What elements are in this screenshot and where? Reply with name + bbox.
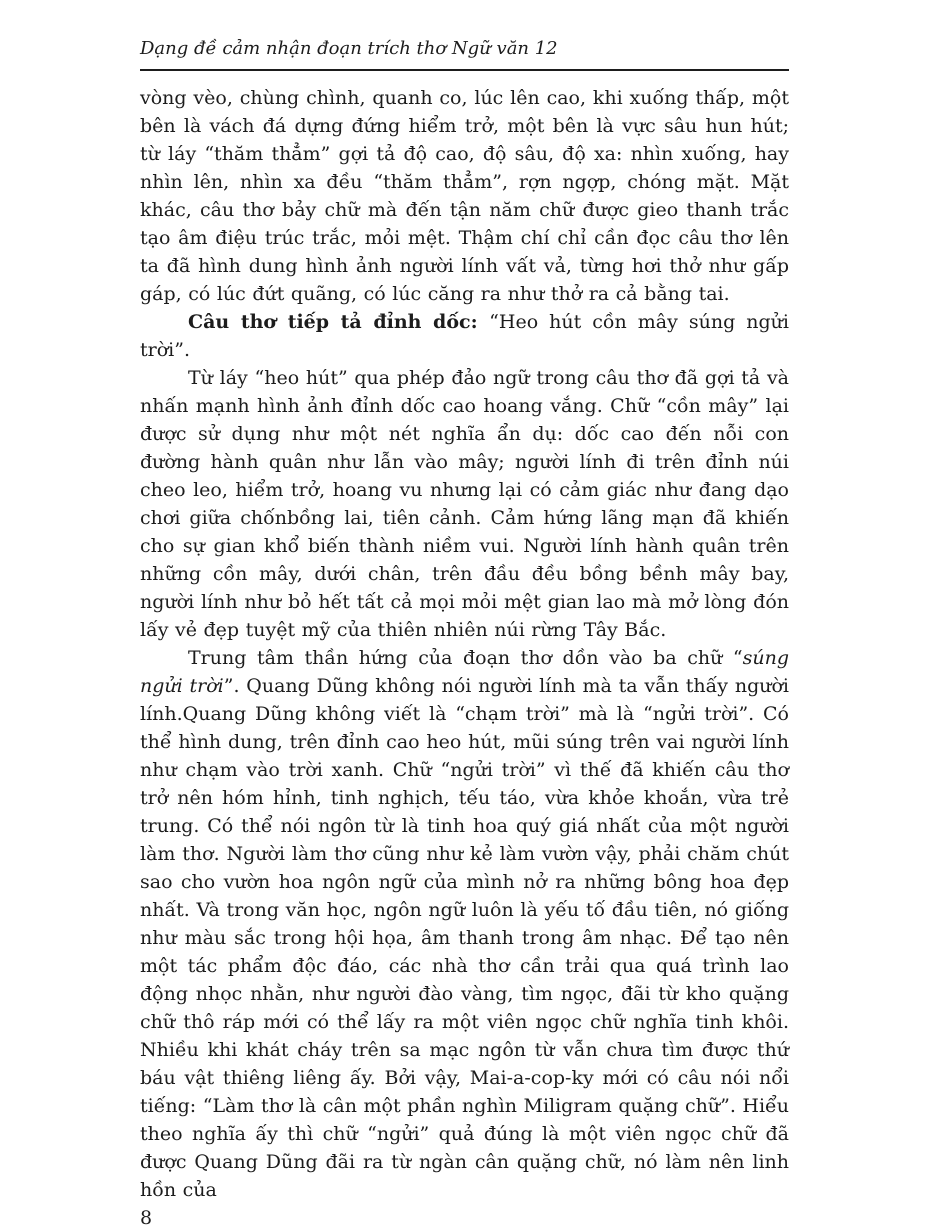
paragraph — [140, 364, 789, 644]
page-number: 8 — [140, 1207, 153, 1229]
paragraph — [140, 84, 789, 308]
page-header — [140, 38, 789, 71]
text-run: Trung tâm thần hứng của đoạn thơ dồn vào ba chữ “ — [188, 647, 743, 669]
text-run: súng ngửi trời — [140, 647, 789, 697]
text-run: Câu thơ tiếp tả đỉnh dốc: — [188, 311, 490, 333]
text-run: “Heo hút cồn mây súng ngửi trời”. — [140, 311, 789, 361]
text-run: ”. Quang Dũng không nói người lính mà ta vẫn thấy người lính.Quang Dũng không viết là “chạm trời” mà là “ngửi trời”. Có thể hình dung, trên đỉnh cao heo hút, mũi súng trên vai người lính như chạm vào trời xanh. Chữ “ngửi trời” vì thế đã khiến câu thơ trở nên hóm hỉnh, tinh nghịch, tếu táo, vừa khỏe khoắn, vừa trẻ trung. Có thể nói ngôn từ là tinh hoa quý giá nhất của một người làm thơ. Người làm thơ cũng như kẻ làm vườn vậy, phải chăm chút sao cho vườn hoa ngôn ngữ của mình nở ra những bông hoa đẹp nhất. Và trong văn học, ngôn ngữ luôn là yếu tố đầu tiên, nó giống như màu sắc trong hội họa, âm thanh trong âm nhạc. Để tạo nên một tác phẩm độc đáo, các nhà thơ cần trải qua quá trình lao động nhọc nhằn, như người đào vàng, tìm ngọc, đãi từ kho quặng chữ thô ráp mới có thể lấy ra một viên ngọc chữ nghĩa tinh khôi. Nhiều khi khát cháy trên sa mạc ngôn từ vẫn chưa tìm được thứ báu vật thiêng liêng ấy. Bởi vậy, Mai-a-cop-ky mới có câu nói nổi tiếng: “Làm thơ là cân một phần nghìn Miligram quặng chữ”. Hiểu theo nghĩa ấy thì chữ “ngửi” quả đúng là một viên ngọc chữ đã được Quang Dũng đãi ra từ ngàn cân quặng chữ, nó làm nên linh hồn của — [140, 675, 789, 1201]
document-body — [140, 84, 789, 1204]
text-run: Từ láy “heo hút” qua phép đảo ngữ trong câu thơ đã gợi tả và nhấn mạnh hình ảnh đỉnh dốc cao hoang vắng. Chữ “cồn mây” lại được sử dụng như một nét nghĩa ẩn dụ: dốc cao đến nỗi con đường hành quân như lẫn vào mây; người lính đi trên đỉnh núi cheo leo, hiểm trở, hoang vu nhưng lại có cảm giác như đang dạo chơi giữa chốnbồng lai, tiên cảnh. Cảm hứng lãng mạn đã khiến cho sự gian khổ biến thành niềm vui. Người lính hành quân trên những cồn mây, dưới chân, trên đầu đều bồng bềnh mây bay, người lính như bỏ hết tất cả mọi mỏi mệt gian lao mà mở lòng đón lấy vẻ đẹp tuyệt mỹ của thiên nhiên núi rừng Tây Bắc. — [140, 367, 789, 641]
text-run: vòng vèo, chùng chình, quanh co, lúc lên cao, khi xuống thấp, một bên là vách đá dựng đứng hiểm trở, một bên là vực sâu hun hút; từ láy “thăm thẳm” gợi tả độ cao, độ sâu, độ xa: nhìn xuống, hay nhìn lên, nhìn xa đều “thăm thẳm”, rợn ngợp, chóng mặt. Mặt khác, câu thơ bảy chữ mà đến tận năm chữ được gieo thanh trắc tạo âm điệu trúc trắc, mỏi mệt. Thậm chí chỉ cần đọc câu thơ lên ta đã hình dung hình ảnh người lính vất vả, từng hơi thở như gấp gáp, có lúc đứt quãng, có lúc căng ra như thở ra cả bằng tai. — [140, 87, 789, 305]
paragraph — [140, 644, 789, 1204]
paragraph — [140, 308, 789, 364]
header-title: Dạng đề cảm nhận đoạn trích thơ Ngữ văn 12 — [140, 38, 558, 59]
